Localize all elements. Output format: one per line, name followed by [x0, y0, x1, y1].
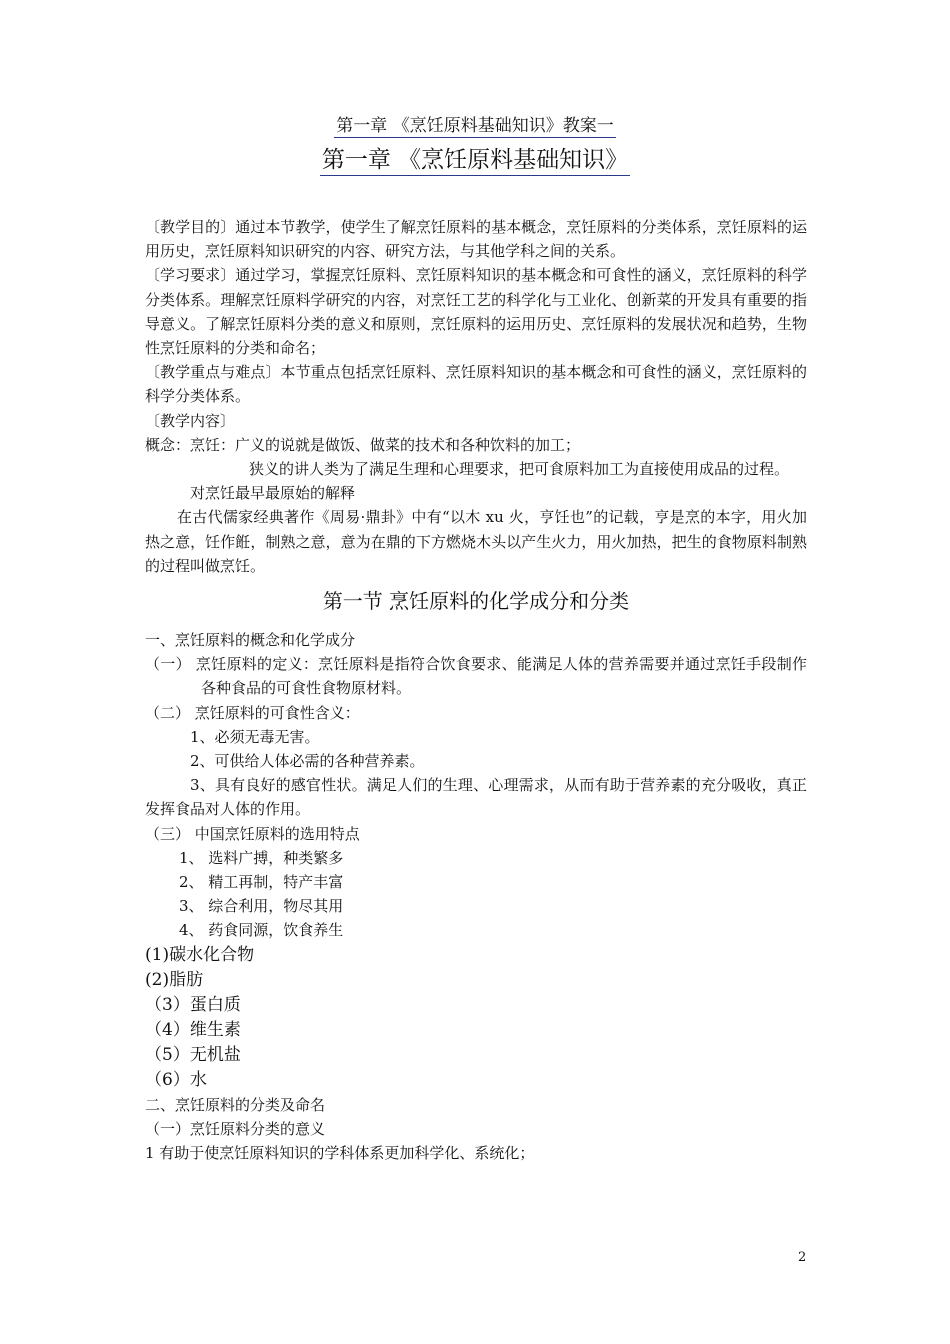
classic-quote: 在古代儒家经典著作《周易·鼎卦》中有“以木 xu 火，亨饪也”的记载，亨是烹的本字，用火加热之意，饪作餁，制熟之意，意为在鼎的下方燃烧木头以产生火力，用火加热，把生的食物原料制熟的过程叫做烹饪。	[145, 508, 807, 575]
lesson-plan-title: 第一章 《烹饪原料基础知识》教案一	[336, 116, 614, 136]
list-item: 4、 药食同源，饮食养生	[179, 921, 344, 940]
list-item: (1)碳水化合物	[145, 944, 255, 965]
subsection-heading: （一）烹饪原料分类的意义	[145, 1119, 326, 1138]
page-number: 2	[798, 1250, 807, 1265]
earliest-explanation: 对烹饪最早最原始的解释	[190, 484, 356, 503]
list-item: (2)脂肪	[145, 969, 204, 990]
part2-heading: 二、烹饪原料的分类及命名	[145, 1095, 326, 1114]
key-points: 〔教学重点与难点〕本节重点包括烹饪原料、烹饪原料知识的基本概念和可食性的涵义，烹饪原料的科学分类体系。	[145, 363, 807, 406]
definition-two: （二） 烹饪原料的可食性含义：	[145, 703, 360, 722]
list-item: 3、 综合利用，物尽其用	[179, 897, 344, 916]
content-label: 〔教学内容〕	[145, 411, 236, 430]
list-item: 1 有助于使烹饪原料知识的学科体系更加科学化、系统化；	[145, 1144, 535, 1163]
list-item: （4）维生素	[145, 1019, 241, 1040]
document-body	[145, 215, 807, 1165]
list-item: （6）水	[145, 1069, 207, 1090]
list-item: 3、具有良好的感官性状。满足人们的生理、心理需求，从而有助于营养素的充分吸收，真正发挥食品对人体的作用。	[145, 776, 807, 819]
definition-three: （三） 中国烹饪原料的选用特点	[145, 824, 360, 843]
part1-heading: 一、烹饪原料的概念和化学成分	[145, 631, 356, 650]
list-item: 2、可供给人体必需的各种营养素。	[190, 752, 425, 771]
teaching-objectives: 〔教学目的〕通过本节教学，使学生了解烹饪原料的基本概念，烹饪原料的分类体系，烹饪原料的运用历史，烹饪原料知识研究的内容、研究方法，与其他学科之间的关系。	[145, 218, 807, 261]
list-item: 2、 精工再制，特产丰富	[179, 873, 344, 892]
learning-requirements: 〔学习要求〕通过学习，掌握烹饪原料、烹饪原料知识的基本概念和可食性的涵义，烹饪原料的科学分类体系。理解烹饪原料学研究的内容，对烹饪工艺的科学化与工业化、创新菜的开发具有重要的指导意义。了解烹饪原料分类的意义和原则，烹饪原料的运用历史、烹饪原料的发展状况和趋势，生物性烹饪原料的分类和命名；	[145, 266, 807, 358]
concept-broad: 概念：烹饪：广义的说就是做饭、做菜的技术和各种饮料的加工；	[145, 435, 581, 454]
list-item: （3）蛋白质	[145, 994, 241, 1015]
concept-narrow: 狭义的讲人类为了满足生理和心理要求，把可食原料加工为直接使用成品的过程。	[249, 460, 790, 479]
section-title: 第一节 烹饪原料的化学成分和分类	[322, 589, 630, 614]
list-item: 1、必须无毒无害。	[190, 727, 320, 746]
list-item: 1、 选料广搏，种类繁多	[179, 848, 344, 867]
chapter-title: 第一章 《烹饪原料基础知识》	[0, 145, 950, 175]
list-item: （5）无机盐	[145, 1044, 241, 1065]
definition-one: （一） 烹饪原料的定义：烹饪原料是指符合饮食要求、能满足人体的营养需要并通过烹饪手段制作各种食品的可食性食物原材料。	[145, 655, 807, 698]
